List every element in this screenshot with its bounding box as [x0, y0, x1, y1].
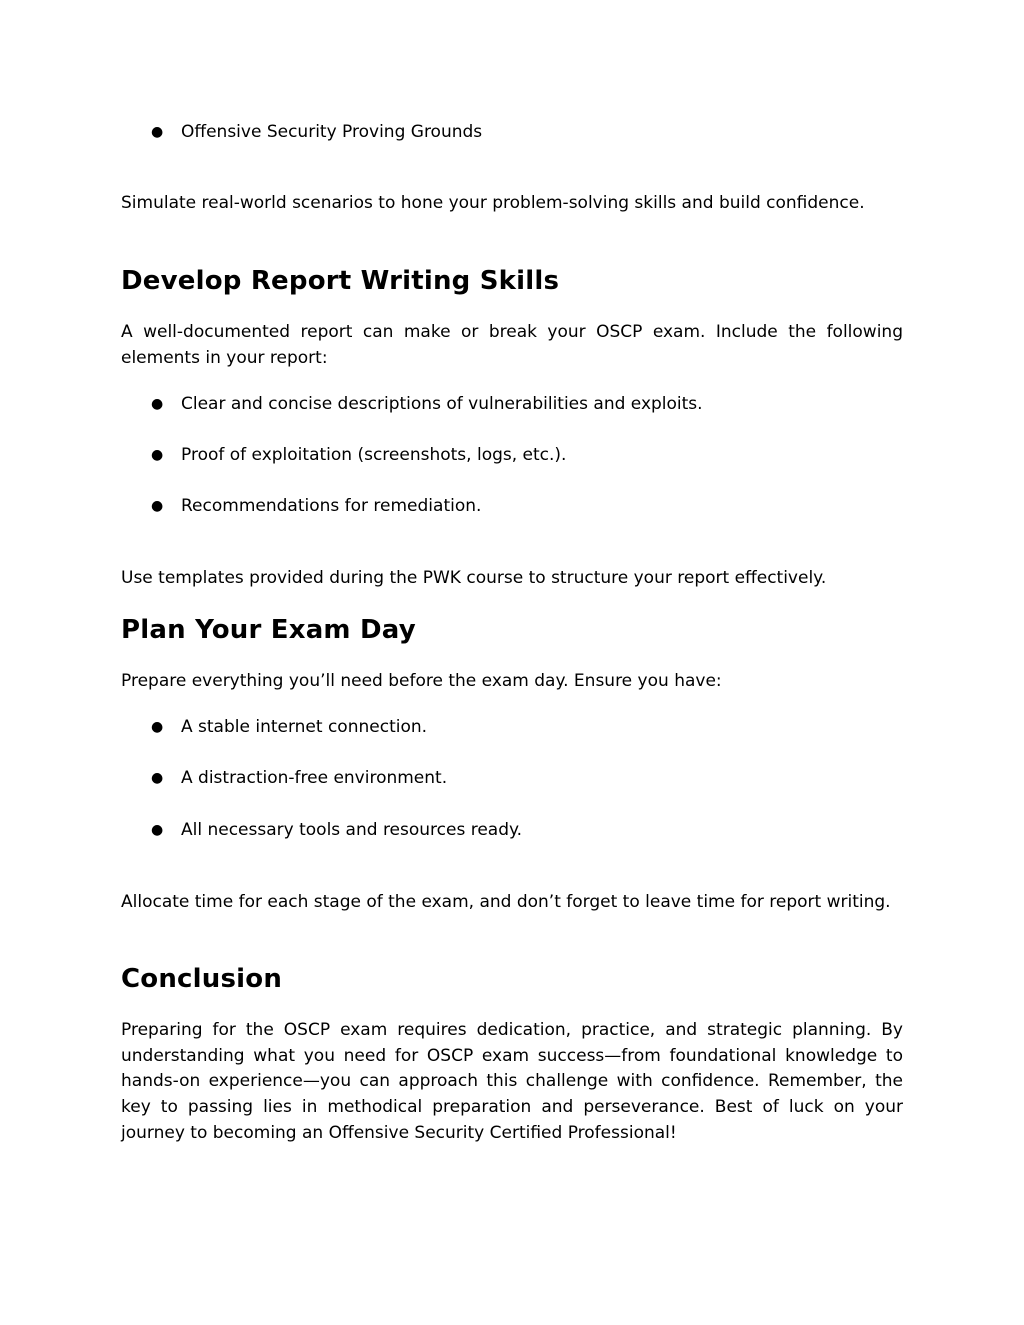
section-heading-exam-day: Plan Your Exam Day — [121, 615, 416, 645]
heading-block-conclusion — [121, 963, 903, 995]
conclusion-paragraph: Preparing for the OSCP exam requires dedication, practice, and strategic planning. By understanding what you need for OSCP exam success—from foundational knowledge to hands-on experience—you can approach this challenge with confidence. Remember, the key to passing lies in methodical preparation and perseverance. Best of luck on your journey to becoming an Offensive Security Certified Professional! — [121, 1020, 903, 1143]
exam-day-intro-paragraph: Prepare everything you’ll need before the exam day. Ensure you have: — [121, 671, 722, 691]
report-paragraph-block — [121, 566, 903, 592]
report-paragraph: Use templates provided during the PWK course to structure your report effectively. — [121, 568, 827, 588]
intro-paragraph: Simulate real-world scenarios to hone your problem-solving skills and build confidence. — [121, 193, 865, 213]
intro-paragraph-block — [121, 191, 903, 217]
list-item-exam-3 — [151, 818, 522, 842]
list-item-text: Recommendations for remediation. — [181, 496, 482, 516]
list-item-text: Offensive Security Proving Grounds — [181, 122, 483, 142]
list-item-report-2 — [151, 443, 566, 467]
list-item-text: A stable internet connection. — [181, 717, 428, 737]
list-item-exam-1 — [151, 715, 427, 739]
bullet-dot: ● — [151, 498, 164, 514]
heading-block-report — [121, 265, 903, 297]
report-intro-block — [121, 320, 903, 371]
bullet-dot: ● — [151, 447, 164, 463]
report-intro-paragraph: A well-documented report can make or break your OSCP exam. Include the following elements in your report: — [121, 322, 903, 368]
list-item-report-1 — [151, 392, 703, 416]
exam-day-paragraph: Allocate time for each stage of the exam, and don’t forget to leave time for report writing. — [121, 892, 891, 912]
list-item-text: All necessary tools and resources ready. — [181, 820, 523, 840]
bullet-dot: ● — [151, 719, 164, 735]
bullet-dot: ● — [151, 770, 164, 786]
list-item-proving-grounds — [151, 120, 482, 144]
exam-day-paragraph-block — [121, 890, 903, 916]
bullet-dot: ● — [151, 822, 164, 838]
list-item-exam-2 — [151, 766, 447, 790]
list-item-text: A distraction-free environment. — [181, 768, 448, 788]
heading-block-exam-day — [121, 614, 903, 646]
section-heading-conclusion: Conclusion — [121, 964, 283, 994]
list-item-text: Clear and concise descriptions of vulnerabilities and exploits. — [181, 394, 703, 414]
conclusion-paragraph-block — [121, 1018, 903, 1147]
section-heading-report: Develop Report Writing Skills — [121, 266, 560, 296]
list-item-report-3 — [151, 494, 481, 518]
list-item-text: Proof of exploitation (screenshots, logs, etc.). — [181, 445, 567, 465]
bullet-dot: ● — [151, 124, 164, 140]
exam-day-intro-block — [121, 669, 903, 695]
bullet-dot: ● — [151, 396, 164, 412]
